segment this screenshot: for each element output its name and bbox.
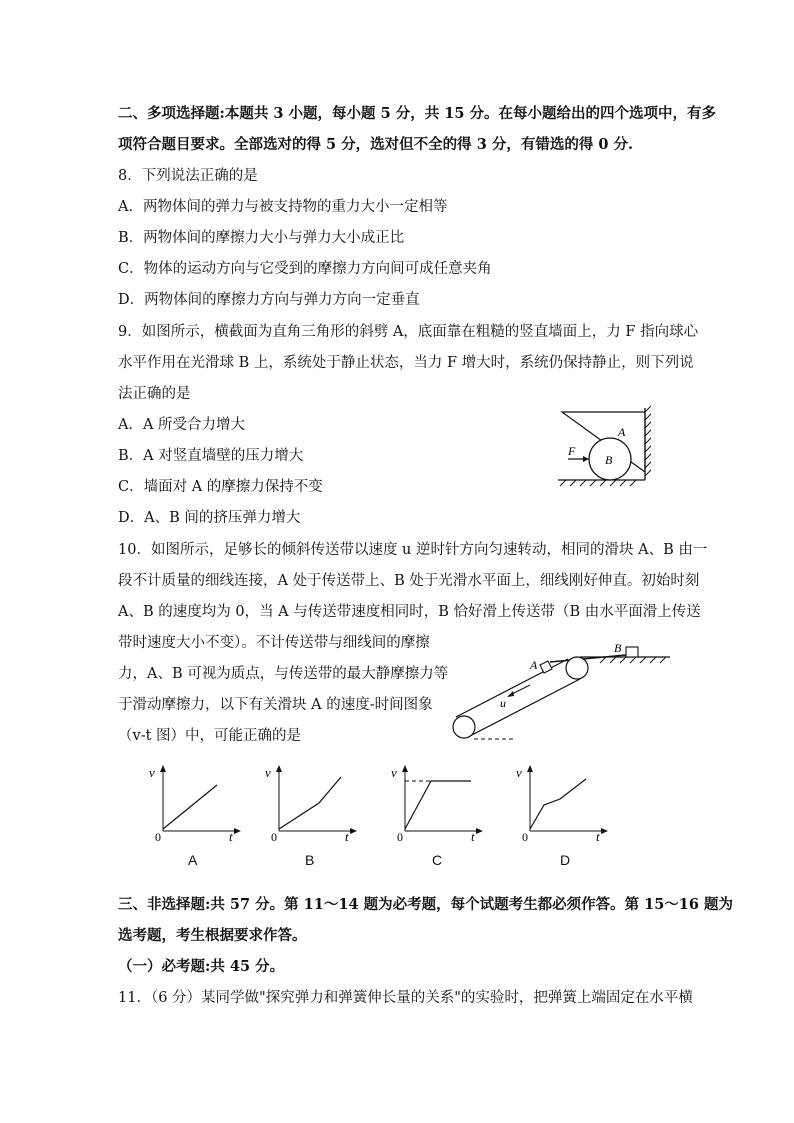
- section3-heading-line2: 选考题，考生根据要求作答。: [118, 927, 307, 944]
- vt-d-axis-v: v: [516, 765, 522, 780]
- q8-option-c: C．物体的运动方向与它受到的摩擦力方向间可成任意夹角: [118, 261, 492, 277]
- q10-stem-line5: 力，A、B 可视为质点，与传送带的最大静摩擦力等: [118, 666, 449, 682]
- vt-b-origin: 0: [271, 830, 277, 843]
- vt-a-axis-t: t: [229, 829, 233, 843]
- vt-graph-d: [512, 763, 612, 843]
- q9-label-a: A: [618, 425, 626, 439]
- q10-label-a: A: [530, 658, 538, 672]
- q10-stem-line2: 段不计质量的细线连接，A 处于传送带上、B 处于光滑水平面上，细线刚好伸直。初始时刻: [118, 573, 700, 589]
- vt-graph-b: [261, 763, 361, 843]
- q9-label-f: F: [568, 444, 576, 458]
- vt-d-axis-t: t: [596, 829, 600, 843]
- vt-a-origin: 0: [155, 830, 161, 843]
- q10-stem-line6: 于滑动摩擦力，以下有关滑块 A 的速度-时间图象: [118, 697, 433, 713]
- q9-option-a: A．A 所受合力增大: [118, 417, 246, 433]
- q10-stem-line4: 带时速度大小不变）。不计传送带与细线间的摩擦: [118, 635, 430, 651]
- q9-wedge-ball-figure: [550, 400, 660, 490]
- vt-d-origin: 0: [522, 830, 528, 843]
- q10-label-u: u: [500, 696, 506, 710]
- q9-option-d: D．A、B 间的挤压弹力增大: [118, 510, 301, 526]
- vt-b-axis-t: t: [345, 829, 349, 843]
- section2-heading-line1: 二、多项选择题:本题共 3 小题，每小题 5 分，共 15 分。在每小题给出的四个选项中，有多: [118, 105, 716, 122]
- q9-option-b: B．A 对竖直墙壁的压力增大: [118, 448, 304, 464]
- vt-caption-a: A: [188, 852, 198, 868]
- vt-c-axis-t: t: [471, 829, 475, 843]
- vt-caption-c: C: [432, 852, 443, 868]
- section2-heading-line2: 项符合题目要求。全部选对的得 5 分，选对但不全的得 3 分，有错选的得 0 分.: [118, 136, 634, 153]
- q10-label-b: B: [614, 641, 622, 655]
- q11-stem: 11．（6 分）某同学做"探究弹力和弹簧伸长量的关系"的实验时，把弹簧上端固定在水平横: [118, 990, 693, 1006]
- section3-subheading: （一）必考题:共 45 分。: [118, 958, 285, 975]
- q8-option-d: D．两物体间的摩擦力方向与弹力方向一定垂直: [118, 292, 420, 308]
- vt-a-axis-v: v: [149, 765, 155, 780]
- vt-caption-b: B: [305, 852, 315, 868]
- q10-stem-line3: A、B 的速度均为 0，当 A 与传送带速度相同时，B 恰好滑上传送带（B 由水平面滑上传送: [118, 604, 701, 620]
- q10-stem-line1: 10．如图所示，足够长的倾斜传送带以速度 u 逆时针方向匀速转动，相同的滑块 A、B 由一: [118, 542, 708, 558]
- vt-c-axis-v: v: [391, 765, 397, 780]
- vt-graph-a: [145, 763, 245, 843]
- q10-conveyor-figure: [450, 635, 675, 747]
- section3-heading-line1: 三、非选择题:共 57 分。第 11～14 题为必考题，每个试题考生都必须作答。第 15～16 题为: [118, 896, 734, 913]
- vt-caption-d: D: [560, 852, 571, 868]
- q10-stem-line7: （v-t 图）中，可能正确的是: [118, 728, 302, 744]
- q8-option-a: A．两物体间的弹力与被支持物的重力大小一定相等: [118, 199, 448, 215]
- q8-option-b: B．两物体间的摩擦力大小与弹力大小成正比: [118, 230, 405, 246]
- vt-graph-c: [387, 763, 487, 843]
- q9-label-b: B: [605, 453, 613, 467]
- q9-stem-line3: 法正确的是: [118, 386, 191, 402]
- q8-stem: 8．下列说法正确的是: [118, 168, 258, 184]
- q9-stem-line1: 9．如图所示，横截面为直角三角形的斜劈 A，底面靠在粗糙的竖直墙面上，力 F 指向球心: [118, 324, 699, 340]
- q9-option-c: C．墙面对 A 的摩擦力保持不变: [118, 479, 323, 495]
- q9-stem-line2: 水平作用在光滑球 B 上，系统处于静止状态，当力 F 增大时，系统仍保持静止，则下列说: [118, 355, 694, 371]
- vt-c-origin: 0: [397, 830, 403, 843]
- vt-b-axis-v: v: [265, 765, 271, 780]
